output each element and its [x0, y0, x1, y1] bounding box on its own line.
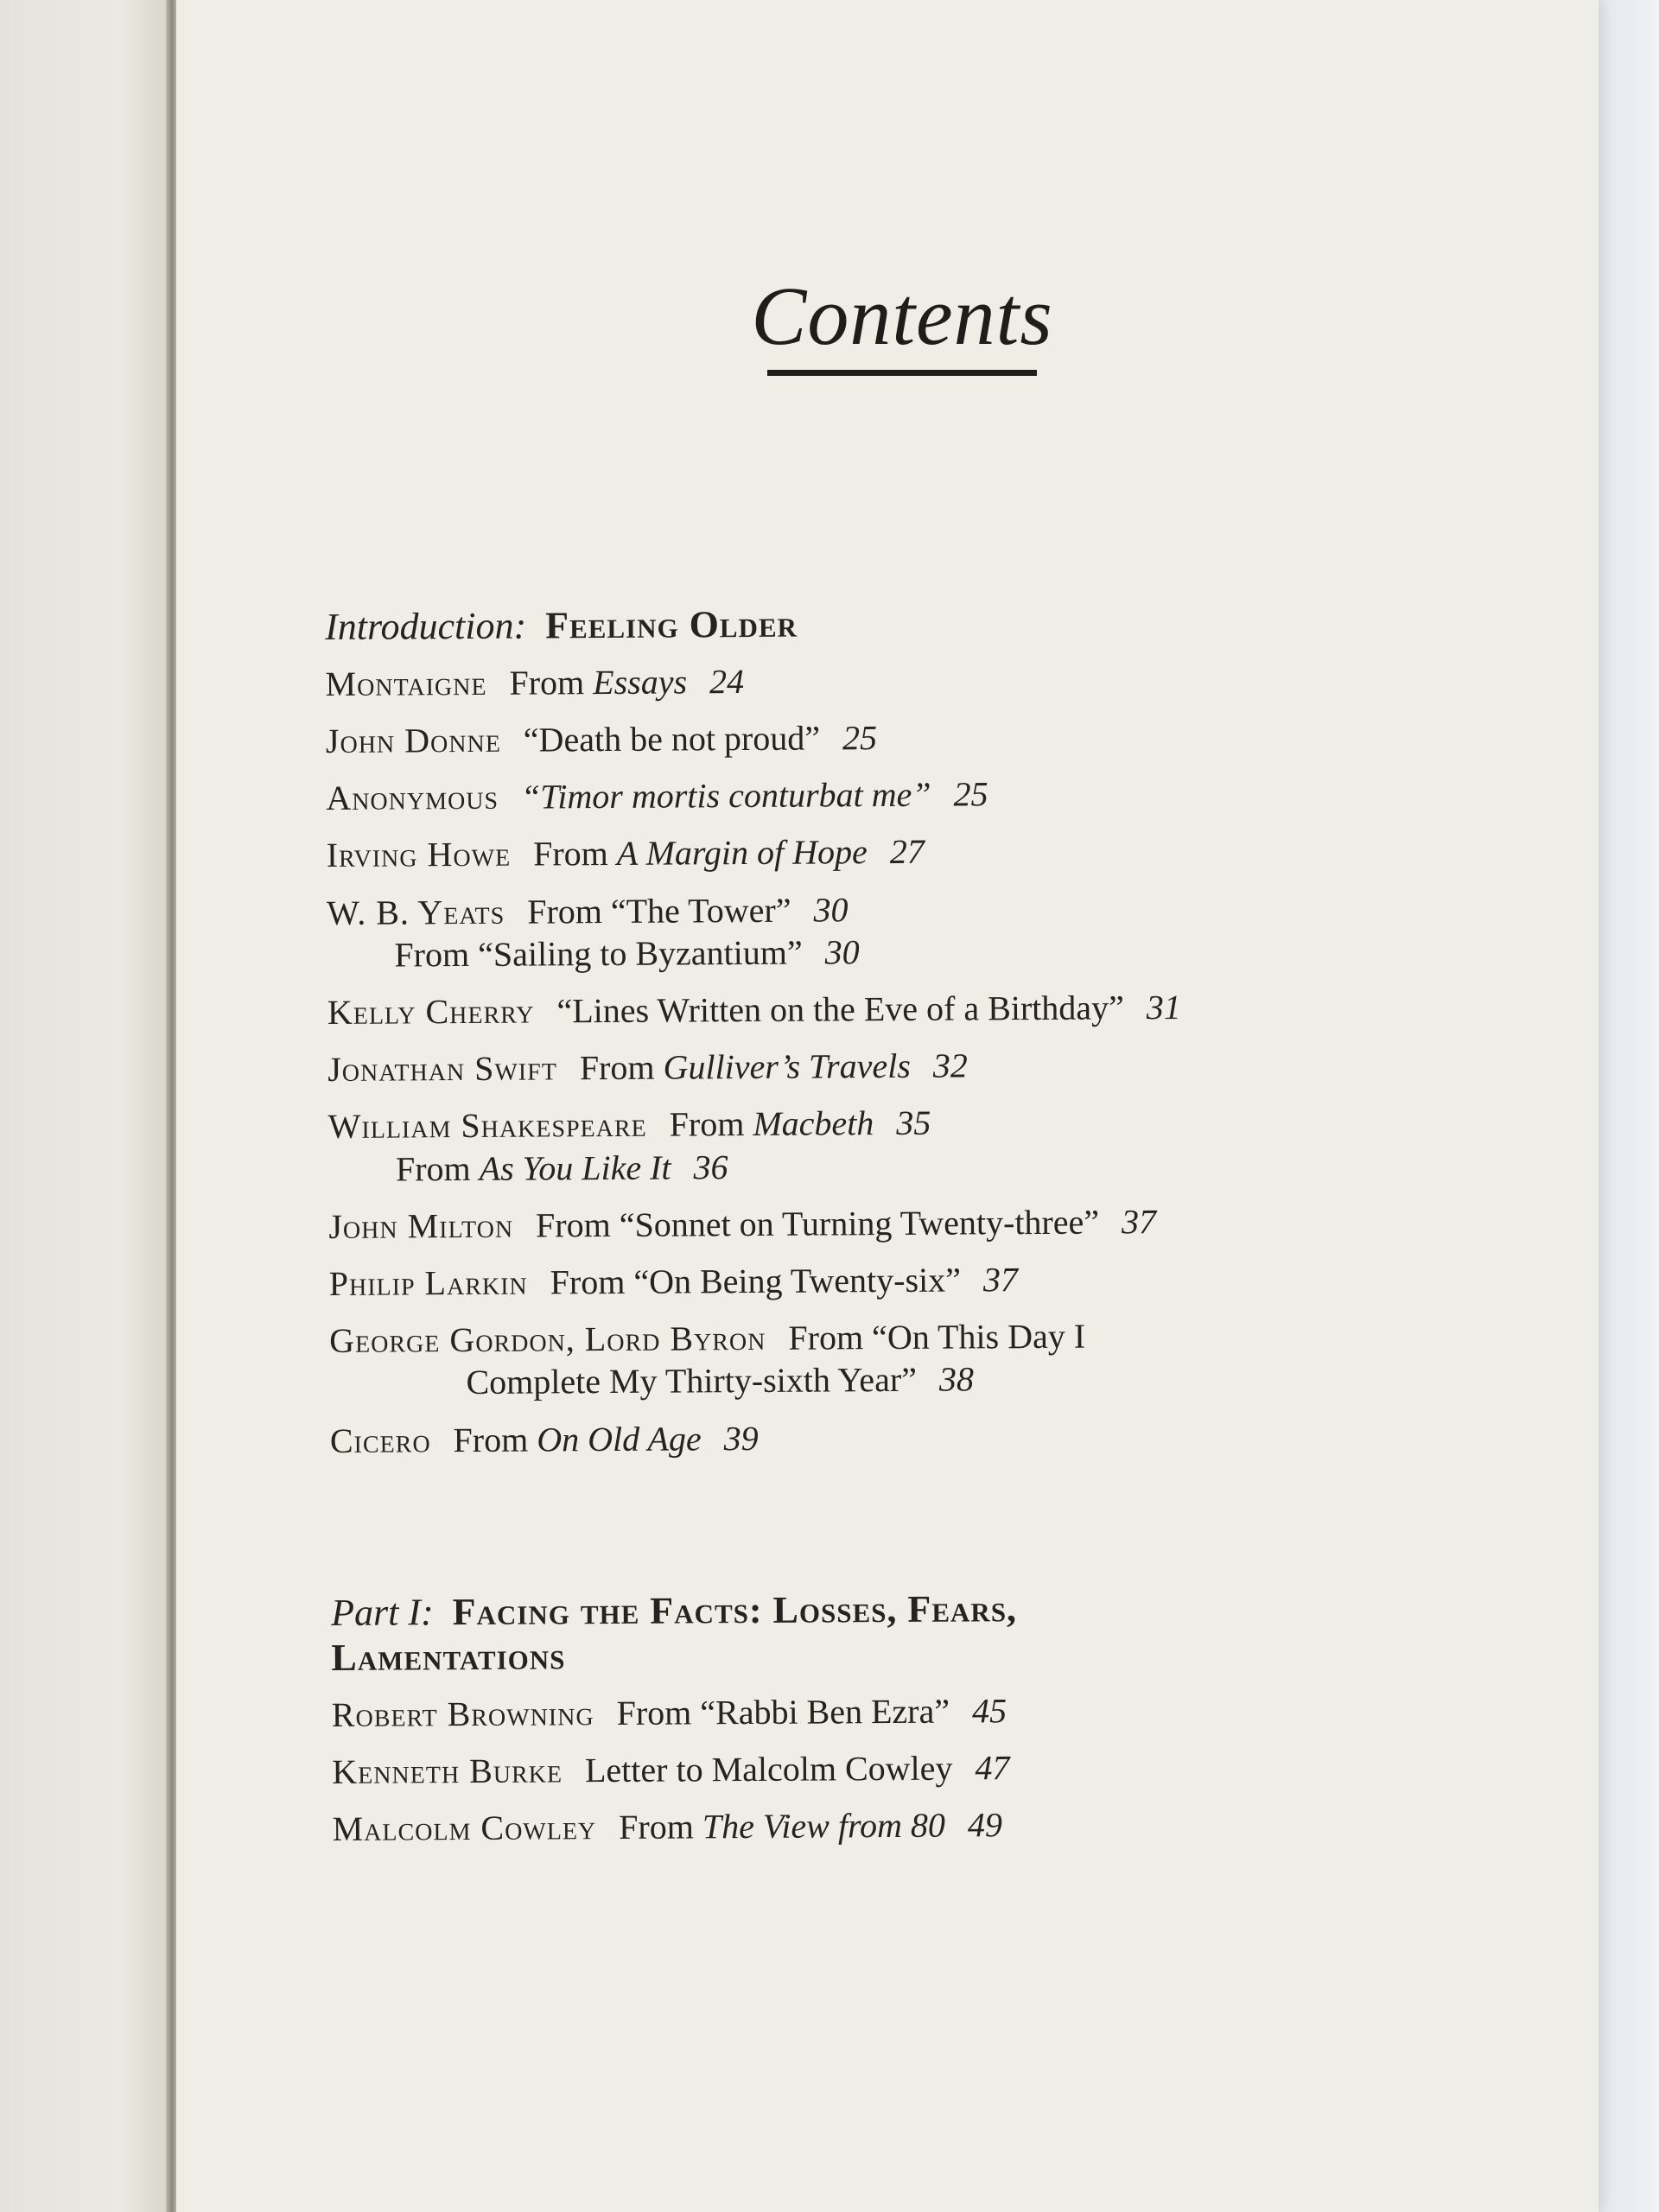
entry-author: W. B. Yeats [327, 892, 505, 932]
section-heading-introduction [325, 597, 1569, 650]
page-title: Contents [751, 270, 1053, 362]
entry-prefix: From [669, 1104, 753, 1144]
toc-entry-milton [328, 1198, 1573, 1247]
entry-page: 39 [723, 1418, 759, 1458]
entry-author: Philip Larkin [328, 1262, 528, 1303]
entry-work: Letter to Malcolm Cowley [584, 1748, 953, 1789]
contents-page [176, 0, 1599, 2212]
entry-work: “Lines Written on the Eve of a Birthday” [556, 988, 1124, 1031]
entry-page: 30 [824, 932, 860, 972]
entry-work: On Old Age [537, 1418, 702, 1459]
entry-author: Montaigne [325, 663, 487, 703]
toc-entry-howe [327, 828, 1571, 876]
entry-page: 37 [1121, 1201, 1157, 1242]
entry-work: From “Sailing to Byzantium” [394, 932, 803, 975]
entry-page: 32 [932, 1046, 968, 1085]
entry-author: Kelly Cherry [327, 991, 535, 1033]
entry-prefix: From [395, 1148, 480, 1189]
toc-entry-cherry [327, 984, 1572, 1033]
table-of-contents [325, 597, 1577, 1866]
entry-work: Macbeth [753, 1103, 874, 1144]
entry-prefix: From [453, 1420, 537, 1459]
section-label: Introduction: [325, 604, 527, 648]
entry-work: “Timor mortis conturbat me” [520, 775, 931, 817]
toc-entry-larkin [329, 1255, 1573, 1304]
entry-work: Complete My Thirty-sixth Year” [466, 1360, 918, 1402]
entry-page: 45 [971, 1690, 1007, 1730]
left-page-edge [0, 0, 171, 2212]
toc-entry-burke [332, 1744, 1576, 1792]
entry-author: George Gordon, Lord Byron [329, 1319, 766, 1361]
section-title: Feeling Older [545, 602, 798, 647]
entry-continuation [327, 927, 1571, 976]
entry-work: From “Sonnet on Turning Twenty-three” [535, 1202, 1100, 1245]
entry-prefix: From [579, 1047, 664, 1088]
entry-page: 25 [953, 774, 988, 814]
entry-page: 36 [693, 1147, 728, 1186]
entry-author: Irving Howe [326, 835, 512, 875]
background-surface [1599, 0, 1659, 2212]
entry-work: A Margin of Hope [616, 832, 868, 874]
entry-prefix: From [619, 1807, 703, 1847]
entry-page: 37 [982, 1260, 1019, 1300]
entry-page: 31 [1146, 987, 1181, 1027]
entry-continuation [329, 1356, 1573, 1404]
section-label: Part I: [330, 1590, 434, 1634]
toc-entry-shakespeare [328, 1099, 1573, 1190]
entry-work: From “On Being Twenty-six” [550, 1260, 962, 1302]
section-heading-part-1 [331, 1583, 1576, 1681]
entry-work: From “On This Day I [788, 1316, 1086, 1357]
entry-author: Cicero [329, 1420, 431, 1460]
entry-work: From “Rabbi Ben Ezra” [616, 1691, 950, 1732]
toc-entry-donne [326, 713, 1570, 761]
entry-work: The View from 80 [702, 1805, 946, 1847]
entry-author: William Shakespeare [327, 1105, 647, 1147]
toc-entry-yeats [327, 885, 1572, 976]
toc-entry-cowley [333, 1801, 1577, 1849]
entry-page: 25 [842, 718, 878, 758]
entry-work: “Death be not proud” [523, 718, 821, 760]
entry-prefix: From [533, 834, 617, 874]
section-title: Facing the Facts: Losses, Fears, [452, 1586, 1018, 1633]
entry-page: 47 [975, 1747, 1010, 1788]
toc-entry-cicero [330, 1413, 1574, 1461]
toc-entry-anonymous [326, 770, 1570, 818]
toc-entry-montaigne [325, 656, 1569, 704]
title-block [721, 270, 1084, 376]
entry-author: Jonathan Swift [327, 1048, 557, 1090]
entry-work: Essays [593, 662, 688, 702]
entry-work: As You Like It [479, 1147, 671, 1188]
title-underline [767, 370, 1037, 376]
entry-author: Robert Browning [331, 1693, 594, 1734]
entry-continuation [328, 1141, 1573, 1190]
entry-work: Gulliver’s Travels [663, 1046, 911, 1087]
entry-author: Kenneth Burke [332, 1751, 563, 1791]
toc-entry-swift [327, 1041, 1572, 1090]
toc-entry-byron [329, 1313, 1574, 1403]
entry-page: 38 [938, 1359, 975, 1400]
entry-author: John Donne [325, 720, 501, 761]
entry-page: 27 [889, 832, 925, 872]
entry-author: Anonymous [326, 778, 499, 818]
entry-page: 49 [967, 1805, 1003, 1845]
section-title-continued: Lamentations [331, 1634, 566, 1679]
entry-page: 24 [709, 661, 745, 702]
toc-entry-browning [332, 1687, 1576, 1735]
entry-page: 35 [896, 1103, 931, 1143]
entry-page: 30 [813, 889, 849, 930]
entry-work: From “The Tower” [527, 890, 791, 931]
entry-author: Malcolm Cowley [332, 1808, 597, 1848]
entry-prefix: From [509, 663, 594, 702]
entry-author: John Milton [328, 1205, 514, 1246]
